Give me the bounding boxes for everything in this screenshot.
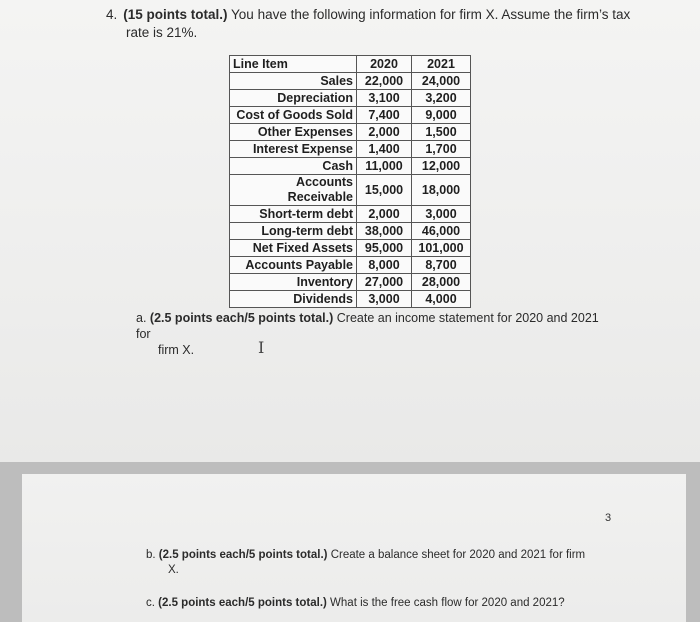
value-2021: 18,000 [412,175,471,206]
row-label: Other Expenses [230,124,357,141]
table-header-row [230,56,471,73]
value-2020: 95,000 [357,240,412,257]
value-2021: 24,000 [412,73,471,90]
part-c-prompt [146,596,616,611]
value-2021: 28,000 [412,274,471,291]
value-2021: 9,000 [412,107,471,124]
table-row [230,141,471,158]
question-number: 4. [106,7,118,22]
row-label: Interest Expense [230,141,357,158]
part-c-text: What is the free cash flow for 2020 and 2021? [330,597,565,609]
row-label: Accounts Payable [230,257,357,274]
page-number: 3 [605,512,612,524]
text-cursor-icon: I [258,338,265,357]
header-year-2021: 2021 [412,56,471,73]
part-c-letter: c. [146,597,155,609]
row-label: Dividends [230,291,357,308]
part-c-points: (2.5 points each/5 points total.) [158,597,327,609]
value-2020: 8,000 [357,257,412,274]
part-b-points: (2.5 points each/5 points total.) [158,549,328,561]
question-text-line2: rate is 21%. [126,25,198,40]
part-a-letter: a. [136,311,147,325]
row-label: Inventory [230,274,357,291]
value-2020: 3,100 [357,90,412,107]
value-2020: 1,400 [357,141,412,158]
table-body [230,73,471,308]
part-a-points: (2.5 points each/5 points total.) [149,311,334,325]
table-row [230,158,471,175]
value-2020: 27,000 [357,274,412,291]
value-2021: 3,200 [412,90,471,107]
value-2020: 38,000 [357,223,412,240]
row-label: Depreciation [230,90,357,107]
row-label: Cash [230,158,357,175]
row-label: Sales [230,73,357,90]
table-row [230,73,471,90]
value-2021: 8,700 [412,257,471,274]
header-year-2020: 2020 [357,56,412,73]
table-row [230,257,471,274]
part-a-prompt [136,310,616,358]
row-label: Net Fixed Assets [230,240,357,257]
value-2021: 1,700 [412,141,471,158]
value-2020: 3,000 [357,291,412,308]
table-row [230,274,471,291]
part-a-text-line2: firm X. [158,343,195,357]
question-text-line1: You have the following information for firm X. Assume the firm’s tax [231,7,631,22]
value-2021: 46,000 [412,223,471,240]
question-points: (15 points total.) [123,7,228,22]
value-2021: 101,000 [412,240,471,257]
value-2021: 1,500 [412,124,471,141]
table-row [230,223,471,240]
table-row [230,206,471,223]
value-2020: 2,000 [357,124,412,141]
value-2021: 3,000 [412,206,471,223]
value-2020: 7,400 [357,107,412,124]
part-a-text-line1: Create an income statement for 2020 and 2021 for [136,311,599,341]
value-2020: 22,000 [357,73,412,90]
table-row [230,124,471,141]
value-2021: 12,000 [412,158,471,175]
row-label: Short-term debt [230,206,357,223]
row-label: Accounts Receivable [230,175,357,206]
part-b-text-line1: Create a balance sheet for 2020 and 2021 for firm [330,549,586,561]
row-label: Cost of Goods Sold [230,107,357,124]
row-label: Long-term debt [230,223,357,240]
part-b-prompt [146,548,616,578]
part-b-text-line2: X. [168,564,179,576]
value-2021: 4,000 [412,291,471,308]
table-row [230,107,471,124]
financial-data-table [229,55,471,308]
table-row [230,90,471,107]
value-2020: 11,000 [357,158,412,175]
value-2020: 15,000 [357,175,412,206]
part-b-letter: b. [146,549,156,561]
table-row [230,291,471,308]
table-row [230,240,471,257]
header-line-item: Line Item [230,56,357,73]
value-2020: 2,000 [357,206,412,223]
table-row [230,175,471,206]
question-4-prompt [106,6,646,42]
